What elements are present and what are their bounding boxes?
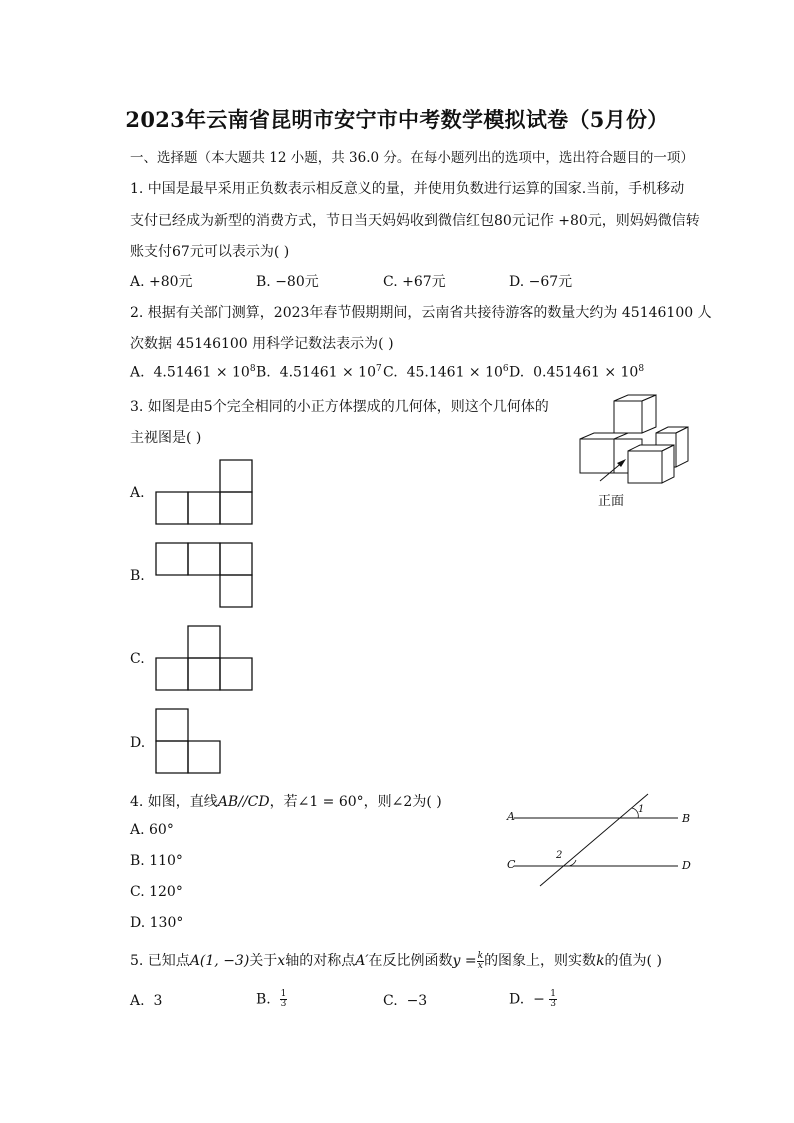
q2-option-c[interactable]: C. $45.1461 \times 10^6$	[383, 364, 509, 381]
q5-func-fraction: $\frac{k}{x}$	[477, 950, 484, 971]
q5-option-b[interactable]: B. $\frac{1}{3}$	[256, 989, 287, 1009]
q2-line1: 2. 根据有关部门测算，2023年春节假期期间，云南省共接待游客的数量大约为 45146100 人	[130, 305, 712, 321]
cube-top-front	[614, 401, 642, 433]
q4-option-a[interactable]: A. 60°	[130, 822, 174, 838]
transversal-line	[540, 794, 648, 886]
q4-label-angle-1: 1	[638, 804, 645, 815]
q3-option-c-label[interactable]: C.	[130, 651, 145, 667]
q3-option-a-shape[interactable]	[155, 459, 255, 527]
q5-option-d[interactable]: D. − $\frac{1}{3}$	[509, 989, 557, 1009]
q1-line1: 1. 中国是最早采用正负数表示相反意义的量，并使用负数进行运算的国家.当前，手机移动	[130, 181, 685, 197]
q2-option-a[interactable]: A. $4.51461 \times 10^8$	[130, 364, 256, 381]
q3-line2: 主视图是( )	[130, 430, 202, 446]
q5-option-c[interactable]: C. −3	[383, 993, 428, 1009]
section-heading: 一、选择题（本大题共 12 小题，共 36.0 分。在每小题列出的选项中，选出符合题目的一项）	[130, 150, 694, 166]
cube-front-side	[662, 445, 674, 483]
q4-label-d: D	[682, 859, 691, 872]
q1-line3: 账支付67元可以表示为( )	[130, 244, 290, 260]
q4-label-b: B	[682, 812, 691, 825]
q4-label-a: A	[507, 810, 515, 823]
q5-option-b-fraction: $\frac{1}{3}$	[280, 989, 287, 1009]
q4-option-c[interactable]: C. 120°	[130, 884, 183, 900]
cube-top-side	[642, 395, 656, 433]
cube-rightback-side	[676, 427, 688, 467]
q5-line: 5. 已知点A(1, −3)关于x轴的对称点A′在反比例函数y = $\frac{k}{x}$ 的图象上，则实数k的值为( )	[130, 950, 662, 971]
q1-line2: 支付已经成为新型的消费方式，节日当天妈妈收到微信红包80元记作 +80元，则妈妈微信转	[130, 213, 700, 229]
q3-option-b-label[interactable]: B.	[130, 568, 145, 584]
q3-option-d-label[interactable]: D.	[130, 735, 146, 751]
cube-left-top	[580, 433, 628, 439]
page-title: 2023年云南省昆明市安宁市中考数学模拟试卷（5月份）	[125, 107, 669, 132]
q2-option-d[interactable]: D. $0.451461 \times 10^8$	[509, 364, 645, 381]
q2-line2: 次数据 45146100 用科学记数法表示为( )	[130, 336, 394, 352]
q3-option-d-shape[interactable]	[155, 708, 225, 776]
q4-label-angle-2: 2	[556, 850, 563, 861]
q5-option-d-fraction: $\frac{1}{3}$	[550, 989, 557, 1009]
q2-option-b[interactable]: B. $4.51461 \times 10^7$	[256, 364, 382, 381]
q5-option-a[interactable]: A. 3	[130, 993, 163, 1009]
q4-option-d[interactable]: D. 130°	[130, 915, 184, 931]
q4-parallel-figure	[500, 790, 700, 892]
q3-cube-figure	[570, 393, 695, 508]
q4-line1: 4. 如图，直线AB//CD，若∠1 = 60°，则∠2为( )	[130, 794, 442, 810]
q4-option-b[interactable]: B. 110°	[130, 853, 183, 869]
cube-front-front	[628, 451, 662, 483]
cube-left-front	[580, 439, 614, 473]
q3-front-label: 正面	[598, 494, 625, 509]
q1-option-b[interactable]: B. −80元	[256, 274, 319, 290]
q3-option-a-label[interactable]: A.	[130, 485, 145, 501]
q1-option-a[interactable]: A. +80元	[130, 274, 193, 290]
q3-option-c-shape[interactable]	[155, 625, 255, 693]
q4-label-c: C	[507, 858, 516, 871]
q1-option-d[interactable]: D. −67元	[509, 274, 573, 290]
q3-line1: 3. 如图是由5个完全相同的小正方体摆成的几何体，则这个几何体的	[130, 399, 549, 415]
q3-option-b-shape[interactable]	[155, 542, 255, 610]
q1-option-c[interactable]: C. +67元	[383, 274, 446, 290]
